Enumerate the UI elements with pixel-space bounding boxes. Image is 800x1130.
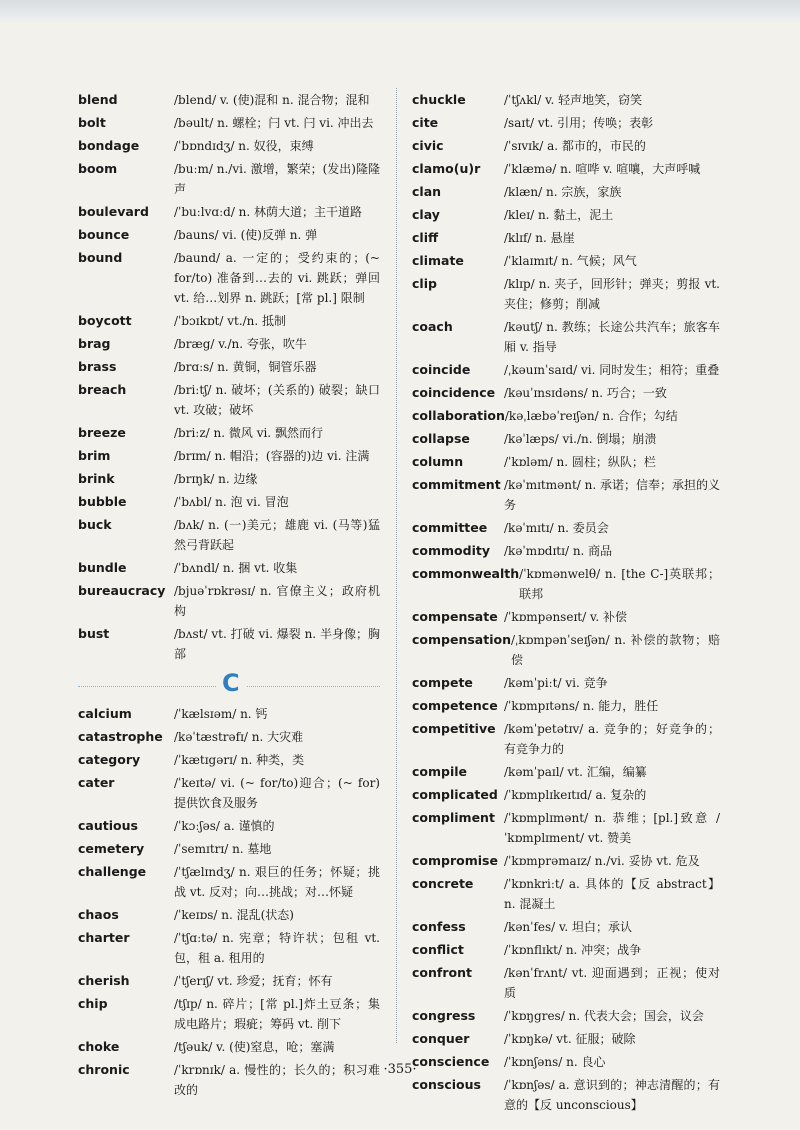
entry-headword: commodity: [412, 543, 490, 558]
dictionary-entry: [412, 136, 720, 156]
dictionary-entry: [78, 773, 380, 813]
entry-headword: coach: [412, 319, 453, 334]
entry-headword: chuckle: [412, 92, 466, 107]
entry-headword: competence: [412, 698, 498, 713]
entry-headword: boom: [78, 161, 118, 176]
column-divider: [396, 88, 397, 1043]
entry-definition: /ˈbʌbl/ n. 泡 vi. 冒泡: [174, 495, 289, 509]
entry-definition: /ˈkætɪgərɪ/ n. 种类，类: [174, 753, 305, 767]
dictionary-entry: [412, 383, 720, 403]
top-edge-bar: [0, 0, 800, 22]
entry-headword: brink: [78, 471, 115, 486]
entry-definition: /ˈtʃʌkl/ v. 轻声地笑，窃笑: [504, 93, 643, 107]
entry-definition: /ˈtʃɑːtə/ n. 宪章；特许状；包租 vt. 包，租 a. 租用的: [174, 931, 380, 965]
dictionary-entry: [78, 994, 380, 1034]
entry-headword: collaboration: [412, 408, 505, 423]
entry-headword: bound: [78, 250, 123, 265]
entry-headword: complicated: [412, 787, 498, 802]
entry-definition: /bauns/ vi. (使)反弹 n. 弹: [174, 228, 318, 242]
entry-definition: /saɪt/ vt. 引用；传唤；表彰: [504, 116, 654, 130]
entry-headword: compliment: [412, 810, 495, 825]
dictionary-entry: [412, 475, 720, 515]
entry-headword: climate: [412, 253, 464, 268]
entry-definition: /ˈklaɪmɪt/ n. 气候；风气: [504, 254, 637, 268]
entry-headword: column: [412, 454, 464, 469]
entry-headword: compensate: [412, 609, 498, 624]
entry-definition: /ˈkeɪtə/ vi. (~ for/to)迎合；(~ for) 提供饮食及服务: [174, 776, 380, 810]
entry-headword: commitment: [412, 477, 501, 492]
entry-headword: cliff: [412, 230, 439, 245]
entry-definition: /briːz/ n. 微风 vi. 飘然而行: [174, 426, 323, 440]
dictionary-entry: [78, 704, 380, 724]
entry-headword: compensation: [412, 632, 511, 647]
entry-headword: chaos: [78, 907, 119, 922]
dictionary-entry: [412, 1006, 720, 1026]
entry-definition: /kəmˈpetətɪv/ a. 竞争的；好竞争的；有竞争力的: [504, 722, 720, 756]
entry-headword: bolt: [78, 115, 106, 130]
dictionary-entry: [412, 851, 720, 871]
entry-headword: breach: [78, 382, 127, 397]
entry-headword: choke: [78, 1039, 120, 1054]
entry-headword: congress: [412, 1008, 476, 1023]
dictionary-entry: [78, 515, 380, 555]
entry-headword: collapse: [412, 431, 470, 446]
entry-definition: /klæn/ n. 宗族，家族: [504, 185, 622, 199]
dictionary-entry: [412, 159, 720, 179]
left-entries-b: [78, 90, 380, 664]
entry-definition: /ˈkælsɪəm/ n. 钙: [174, 707, 268, 721]
section-letter: C: [216, 668, 246, 698]
entry-headword: bundle: [78, 560, 127, 575]
dictionary-entry: [412, 564, 720, 604]
entry-definition: /bjuəˈrɒkrəsɪ/ n. 官僚主义；政府机构: [174, 584, 380, 618]
entry-headword: competitive: [412, 721, 496, 736]
dictionary-entry: [412, 274, 720, 314]
entry-definition: /ˈkrɒnɪk/ a. 慢性的；长久的；积习难改的: [174, 1063, 380, 1097]
entry-definition: /kəmˈpiːt/ vi. 竞争: [504, 676, 608, 690]
entry-definition: /kəuˈɪnsɪdəns/ n. 巧合；一致: [504, 386, 667, 400]
entry-definition: /kəˈmɒdɪtɪ/ n. 商品: [504, 544, 613, 558]
left-entries-c: [78, 704, 380, 1100]
entry-definition: /kəˈtæstrəfɪ/ n. 大灾难: [174, 730, 304, 744]
entry-definition: /kəˌlæbəˈreɪʃən/ n. 合作；勾结: [504, 409, 678, 423]
entry-headword: charter: [78, 930, 130, 945]
entry-headword: conquer: [412, 1031, 470, 1046]
entry-headword: challenge: [78, 864, 147, 879]
entry-headword: brag: [78, 336, 111, 351]
entry-definition: /kənˈfrʌnt/ vt. 迎面遇到；正视；使对质: [504, 966, 720, 1000]
entry-definition: /ˈkɒnʃəs/ a. 意识到的；神志清醒的；有意的【反 unconscious】: [504, 1078, 720, 1112]
dictionary-entry: [412, 762, 720, 782]
dictionary-entry: [78, 1037, 380, 1057]
entry-definition: /kəˈmɪtɪ/ n. 委员会: [504, 521, 609, 535]
dictionary-entry: [78, 380, 380, 420]
dictionary-entry: [412, 228, 720, 248]
dictionary-entry: [412, 360, 720, 380]
entry-headword: buck: [78, 517, 112, 532]
entry-definition: /ˈtʃerɪʃ/ vt. 珍爱；抚育；怀有: [174, 974, 333, 988]
dictionary-entry: [78, 113, 380, 133]
entry-headword: bondage: [78, 138, 140, 153]
dictionary-entry: [78, 423, 380, 443]
entry-headword: concrete: [412, 876, 474, 891]
entry-headword: compile: [412, 764, 468, 779]
dictionary-entry: [78, 136, 380, 156]
dictionary-entry: [412, 940, 720, 960]
dictionary-entry: [412, 317, 720, 357]
dictionary-entry: [78, 248, 380, 308]
dictionary-entry: [412, 452, 720, 472]
entry-definition: /ˈklæmə/ n. 喧哗 v. 喧嚷，大声呼喊: [504, 162, 701, 176]
entry-headword: clamo(u)r: [412, 161, 481, 176]
entry-definition: /ˈkɒmprəmaɪz/ n./vi. 妥协 vt. 危及: [504, 854, 700, 868]
entry-definition: /ˌkɒmpənˈseɪʃən/ n. 补偿的款物；赔偿: [510, 633, 720, 667]
entry-headword: bureaucracy: [78, 583, 166, 598]
entry-definition: /bəult/ n. 螺栓；闩 vt. 闩 vi. 冲出去: [174, 116, 374, 130]
entry-definition: /kəutʃ/ n. 教练；长途公共汽车；旅客车厢 v. 指导: [504, 320, 720, 354]
dictionary-entry: [412, 673, 720, 693]
entry-definition: /bʌst/ vt. 打破 vi. 爆裂 n. 半身像；胸部: [174, 627, 380, 661]
entry-headword: conscience: [412, 1054, 490, 1069]
entry-definition: /ˈkɒmpənseɪt/ v. 补偿: [504, 610, 627, 624]
entry-definition: /ˈkɒmplɪkeɪtɪd/ a. 复杂的: [504, 788, 647, 802]
dictionary-entry: [412, 1029, 720, 1049]
dictionary-entry: [412, 182, 720, 202]
entry-definition: /tʃɪp/ n. 碎片；[常 pl.]炸土豆条；集成电路片；瑕疵；筹码 vt. 削下: [174, 997, 380, 1031]
entry-headword: chronic: [78, 1062, 130, 1077]
entry-headword: conflict: [412, 942, 464, 957]
entry-definition: /klɪp/ n. 夹子，回形针；弹夹；剪报 vt. 夹住；修剪；削减: [504, 277, 720, 311]
entry-headword: coincidence: [412, 385, 496, 400]
entry-headword: cater: [78, 775, 115, 790]
dictionary-entry: [78, 446, 380, 466]
entry-definition: /brɪm/ n. 帽沿；(容器的)边 vi. 注满: [174, 449, 370, 463]
dictionary-entry: [78, 558, 380, 578]
dictionary-entry: [412, 696, 720, 716]
entry-definition: /ˈkɔːʃəs/ a. 谨慎的: [174, 819, 275, 833]
entry-headword: cautious: [78, 818, 138, 833]
dictionary-entry: [78, 839, 380, 859]
entry-definition: /ˈkɒmplɪmənt/ n. 恭维；[pl.]致意 /ˈkɒmplɪment/ vt. 赞美: [504, 811, 720, 845]
entry-headword: cherish: [78, 973, 130, 988]
entry-headword: category: [78, 752, 141, 767]
entry-definition: /ˈbʌndl/ n. 捆 vt. 收集: [174, 561, 298, 575]
dictionary-entry: [412, 917, 720, 937]
right-column: [412, 90, 720, 1118]
entry-definition: /baund/ a. 一定的；受约束的；(~ for/to) 准备到…去的 vi. 跳跃；弹回 vt. 给…划界 n. 跳跃；[常 pl.] 限制: [174, 251, 380, 305]
entry-headword: boycott: [78, 313, 132, 328]
dictionary-entry: [78, 469, 380, 489]
dictionary-entry: [412, 963, 720, 1003]
dictionary-entry: [412, 874, 720, 914]
entry-definition: /ˈkɒnflɪkt/ n. 冲突；战争: [504, 943, 642, 957]
dictionary-entry: [78, 492, 380, 512]
entry-headword: clay: [412, 207, 440, 222]
dictionary-entry: [412, 785, 720, 805]
dictionary-entry: [78, 928, 380, 968]
entry-definition: /buːm/ n./vi. 激增，繁荣；(发出)隆隆声: [174, 162, 380, 196]
entry-definition: /ˈsemɪtrɪ/ n. 墓地: [174, 842, 272, 856]
entry-definition: /ˈkɒŋgres/ n. 代表大会；国会，议会: [504, 1009, 704, 1023]
entry-headword: breeze: [78, 425, 126, 440]
page-number: ·355·: [383, 1062, 417, 1077]
entry-headword: civic: [412, 138, 444, 153]
dictionary-entry: [78, 225, 380, 245]
dictionary-entry: [412, 719, 720, 759]
dictionary-entry: [78, 905, 380, 925]
entry-headword: coincide: [412, 362, 471, 377]
dictionary-entry: [412, 630, 720, 670]
dictionary-entry: [412, 1075, 720, 1115]
entry-definition: /ˈkɒnʃəns/ n. 良心: [504, 1055, 606, 1069]
entry-definition: /ˈsɪvɪk/ a. 都市的，市民的: [504, 139, 646, 153]
dictionary-entry: [78, 357, 380, 377]
dictionary-entry: [412, 113, 720, 133]
dictionary-entry: [412, 251, 720, 271]
entry-headword: compete: [412, 675, 473, 690]
entry-headword: catastrophe: [78, 729, 163, 744]
dictionary-entry: [78, 816, 380, 836]
entry-headword: cemetery: [78, 841, 145, 856]
entry-headword: bust: [78, 626, 110, 641]
entry-definition: /blend/ v. (使)混和 n. 混合物；混和: [174, 93, 370, 107]
entry-definition: /kəˈlæps/ vi./n. 倒塌；崩溃: [504, 432, 657, 446]
entry-headword: compromise: [412, 853, 498, 868]
dictionary-entry: [412, 607, 720, 627]
entry-definition: /kleɪ/ n. 黏土，泥土: [504, 208, 614, 222]
entry-headword: confront: [412, 965, 472, 980]
dictionary-entry: [412, 429, 720, 449]
entry-headword: bounce: [78, 227, 130, 242]
entry-definition: /kəmˈpaɪl/ vt. 汇编，编纂: [504, 765, 647, 779]
dictionary-entry: [78, 750, 380, 770]
dictionary-entry: [78, 311, 380, 331]
entry-headword: confess: [412, 919, 466, 934]
dictionary-entry: [78, 624, 380, 664]
entry-definition: /kənˈfes/ v. 坦白；承认: [504, 920, 632, 934]
dictionary-entry: [78, 334, 380, 354]
dictionary-entry: [412, 541, 720, 561]
entry-headword: conscious: [412, 1077, 481, 1092]
letter-section-heading: [78, 668, 380, 698]
entry-headword: boulevard: [78, 204, 149, 219]
entry-definition: /ˈkɒləm/ n. 圆柱；纵队；栏: [504, 455, 656, 469]
entry-definition: /ˈbuːlvɑːd/ n. 林荫大道；主干道路: [174, 205, 363, 219]
entry-headword: bubble: [78, 494, 127, 509]
entry-definition: /bræg/ v./n. 夸张，吹牛: [174, 337, 307, 351]
entry-headword: brim: [78, 448, 111, 463]
entry-headword: chip: [78, 996, 108, 1011]
dictionary-entry: [78, 971, 380, 991]
entry-definition: /klɪf/ n. 悬崖: [504, 231, 575, 245]
entry-definition: /tʃəuk/ v. (使)窒息，呛；塞满: [174, 1040, 335, 1054]
entry-definition: /ˈkɒnkriːt/ a. 具体的【反 abstract】 n. 混凝土: [504, 877, 720, 911]
entry-headword: clip: [412, 276, 437, 291]
dictionary-entry: [412, 205, 720, 225]
entry-headword: clan: [412, 184, 442, 199]
entry-headword: cite: [412, 115, 439, 130]
entry-definition: /ˈtʃælɪndʒ/ n. 艰巨的任务；怀疑；挑战 vt. 反对；向…挑战；对…怀疑: [174, 865, 380, 899]
entry-definition: /briːtʃ/ n. 破坏；(关系的) 破裂；缺口 vt. 攻破；破坏: [174, 383, 380, 417]
entry-headword: commonwealth: [412, 566, 520, 581]
entry-definition: /ˈkɒŋkə/ vt. 征服；破除: [504, 1032, 636, 1046]
dictionary-entry: [78, 159, 380, 199]
dictionary-entry: [78, 90, 380, 110]
right-entries: [412, 90, 720, 1115]
entry-definition: /ˈkɒmpɪtəns/ n. 能力，胜任: [504, 699, 659, 713]
dictionary-entry: [78, 727, 380, 747]
dictionary-entry: [78, 202, 380, 222]
entry-definition: /brɑːs/ n. 黄铜，铜管乐器: [174, 360, 317, 374]
dictionary-entry: [412, 808, 720, 848]
entry-definition: /ˈbɒndɪdʒ/ n. 奴役，束缚: [174, 139, 314, 153]
entry-definition: /ˈkeɪɒs/ n. 混乱(状态): [174, 908, 294, 922]
dictionary-entry: [78, 581, 380, 621]
dictionary-entry: [412, 518, 720, 538]
entry-headword: brass: [78, 359, 117, 374]
entry-headword: blend: [78, 92, 118, 107]
entry-definition: /ˈkɒmənwelθ/ n. [the C-]英联邦；联邦: [519, 567, 720, 601]
entry-definition: /kəˈmɪtmənt/ n. 承诺；信奉；承担的义务: [504, 478, 721, 512]
dictionary-entry: [412, 90, 720, 110]
entry-definition: /ˌkəuɪnˈsaɪd/ vi. 同时发生；相符；重叠: [504, 363, 720, 377]
entry-definition: /brɪŋk/ n. 边缘: [174, 472, 258, 486]
entry-definition: /ˈbɔɪkɒt/ vt./n. 抵制: [174, 314, 287, 328]
dictionary-entry: [412, 406, 720, 426]
left-column: [78, 90, 380, 1103]
entry-headword: calcium: [78, 706, 132, 721]
entry-headword: committee: [412, 520, 488, 535]
dictionary-entry: [78, 862, 380, 902]
entry-definition: /bʌk/ n. (一)美元；雄鹿 vi. (马等)猛然弓背跃起: [174, 518, 380, 552]
